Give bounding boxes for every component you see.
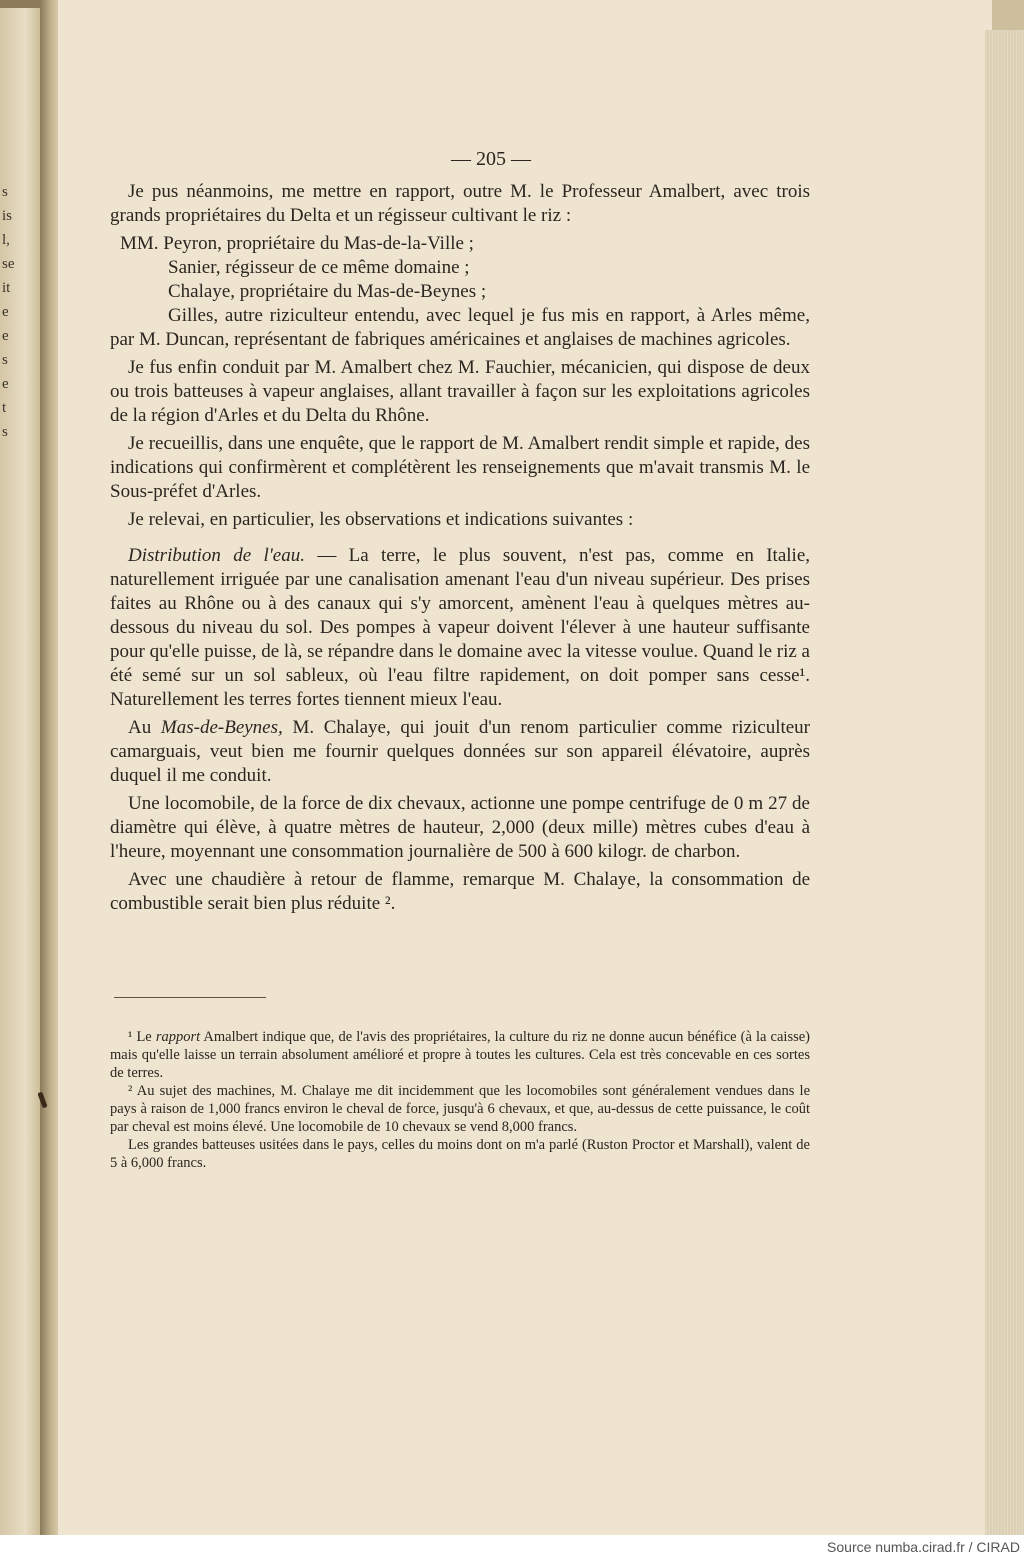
margin-letter: e — [2, 304, 9, 320]
footnote — [110, 1028, 810, 1082]
page-stack-edge — [985, 30, 1024, 1535]
margin-letter: s — [2, 424, 8, 440]
margin-letter: s — [2, 184, 8, 200]
footnotes — [110, 1028, 810, 1172]
margin-letter: s — [2, 352, 8, 368]
paragraph: Je recueillis, dans une enquête, que le rapport de M. Amalbert rendit simple et rapide, des indications qui confirmèrent et complétèrent les renseignements que m'avait transmis M. le Sous-préfet d'Arles. — [110, 433, 810, 502]
paragraph: Une locomobile, de la force de dix chevaux, actionne une pompe centrifuge de 0 m 27 de diamètre qui élève, à quatre mètres de hauteur, 2,000 (deux mille) mètres cubes d'eau à l'heure, moyennant une consommation journalière de 500 à 600 kilogr. de charbon. — [110, 793, 810, 862]
footnote-number: ¹ — [128, 1029, 133, 1045]
left-page-edge — [0, 0, 42, 1535]
paragraph: Je pus néanmoins, me mettre en rapport, outre M. le Professeur Amalbert, avec trois grands propriétaires du Delta et un régisseur cultivant le riz : — [110, 181, 810, 226]
place-name: Mas-de-Beynes, — [160, 717, 283, 738]
source-credit: Source numba.cirad.fr / CIRAD — [827, 1539, 1020, 1555]
footnote: Les grandes batteuses usitées dans le pays, celles du moins dont on m'a parlé (Ruston Proctor et Marshall), valent de 5 à 6,000 francs. — [110, 1137, 810, 1171]
margin-letter: e — [2, 328, 9, 344]
footnote — [110, 1082, 810, 1136]
margin-letter: t — [2, 400, 7, 416]
left-margin-text — [2, 180, 22, 444]
footnote-divider — [114, 997, 266, 998]
body-text — [110, 180, 810, 916]
page-number: — 205 — — [451, 148, 531, 170]
paragraph-text: Au — [128, 717, 152, 738]
margin-letter: se — [2, 256, 15, 272]
footnote-text: Au sujet des machines, M. Chalaye me dit incidemment que les locomobiles sont généralement vendues dans le pays à raison de 1,000 francs environ le cheval de force, jusqu'à 6 chevaux, et que, au-dessus de cette puissance, le coût par cheval est moins élevé. Une locomobile de 10 chevaux se vend 8,000 francs. — [110, 1083, 810, 1135]
list-item: Sanier, régisseur de ce même domaine ; — [168, 257, 470, 278]
section-heading: Distribution de l'eau. — [128, 545, 305, 566]
paragraph — [110, 544, 810, 712]
margin-letter: e — [2, 376, 9, 392]
paragraph — [110, 716, 810, 788]
list-item: MM. Peyron, propriétaire du Mas-de-la-Ville ; — [120, 233, 474, 254]
paragraph: Avec une chaudière à retour de flamme, remarque M. Chalaye, la consommation de combustible serait bien plus réduite ². — [110, 869, 810, 914]
paragraph: Je fus enfin conduit par M. Amalbert chez M. Fauchier, mécanicien, qui dispose de deux ou trois batteuses à vapeur anglaises, allant travailler à façon sur les exploitations agricoles de la région d'Arles et du Delta du Rhône. — [110, 357, 810, 426]
list-item: Gilles, autre riziculteur entendu, avec lequel je fus mis en rapport, à Arles même, par M. Duncan, représentant de fabriques américaines et anglaises de machines agricoles. — [110, 305, 810, 350]
footnote-italic: rapport — [155, 1029, 201, 1045]
paragraph: Je relevai, en particulier, les observations et indications suivantes : — [128, 509, 634, 530]
footnote-text: Amalbert indique que, de l'avis des propriétaires, la culture du riz ne donne aucun bénéfice (à la caisse) mais qu'elle laisse un terrain absolument amélioré et propre à toutes les cultures. Cela est très concevable en ces sortes de terres. — [110, 1029, 810, 1081]
paragraph-text: M. Chalaye, qui jouit d'un renom particulier comme riziculteur camarguais, veut bien me fournir quelques données sur son appareil élévatoire, auprès duquel il me conduit. — [110, 717, 811, 786]
margin-letter: is — [2, 208, 13, 224]
margin-letter: l, — [2, 232, 10, 248]
paragraph-text: — La terre, le plus souvent, n'est pas, comme en Italie, naturellement irriguée par une canalisation amenant l'eau d'un niveau supérieur. Des prises faites au Rhône ou à des canaux qui s'y amorcent, amènent l'eau à quelques mètres au-dessous du niveau du sol. Des pompes à vapeur doivent l'élever à une hauteur suffisante pour qu'elle puisse, de là, se répandre dans le domaine avec la vitesse voulue. Quand le riz a été semé sur un sol sableux, où l'eau filtre rapidement, on doit pomper sans cesse¹. Naturellement les terres fortes tiennent mieux l'eau. — [110, 545, 810, 710]
footnote-text: Le — [136, 1029, 152, 1045]
list-item: Chalaye, propriétaire du Mas-de-Beynes ; — [168, 281, 487, 302]
document-page — [58, 0, 992, 1535]
margin-letter: it — [2, 280, 11, 296]
footnote-number: ² — [128, 1083, 133, 1099]
